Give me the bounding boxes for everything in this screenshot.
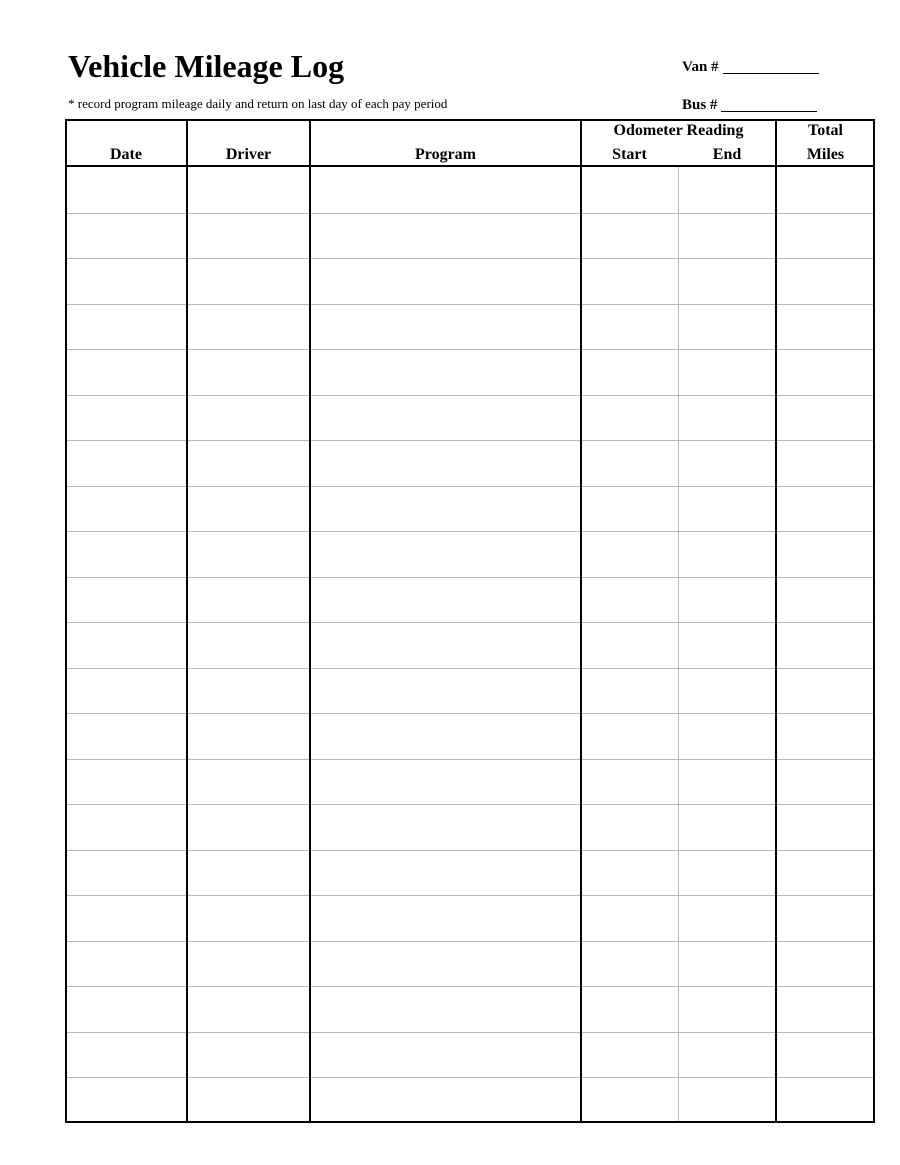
column-header-miles: Miles <box>806 146 845 163</box>
column-header-total: Total <box>808 122 843 139</box>
column-header-date: Date <box>110 146 142 163</box>
column-header-odometer: Odometer Reading <box>613 122 744 139</box>
column-header-driver: Driver <box>225 146 272 163</box>
van-number-blank[interactable] <box>723 60 819 74</box>
column-header-end: End <box>712 146 742 163</box>
page-title: Vehicle Mileage Log <box>68 48 345 84</box>
van-label: Van # <box>682 59 719 75</box>
table-border <box>65 119 875 1123</box>
bus-number-field <box>682 96 817 114</box>
column-header-program: Program <box>414 146 476 163</box>
bus-number-blank[interactable] <box>721 98 817 112</box>
column-header-start: Start <box>612 146 647 163</box>
instruction-note: * record program mileage daily and return on last day of each pay period <box>68 96 448 111</box>
bus-label: Bus # <box>682 97 718 113</box>
van-number-field <box>682 58 819 76</box>
mileage-table <box>65 119 875 1123</box>
